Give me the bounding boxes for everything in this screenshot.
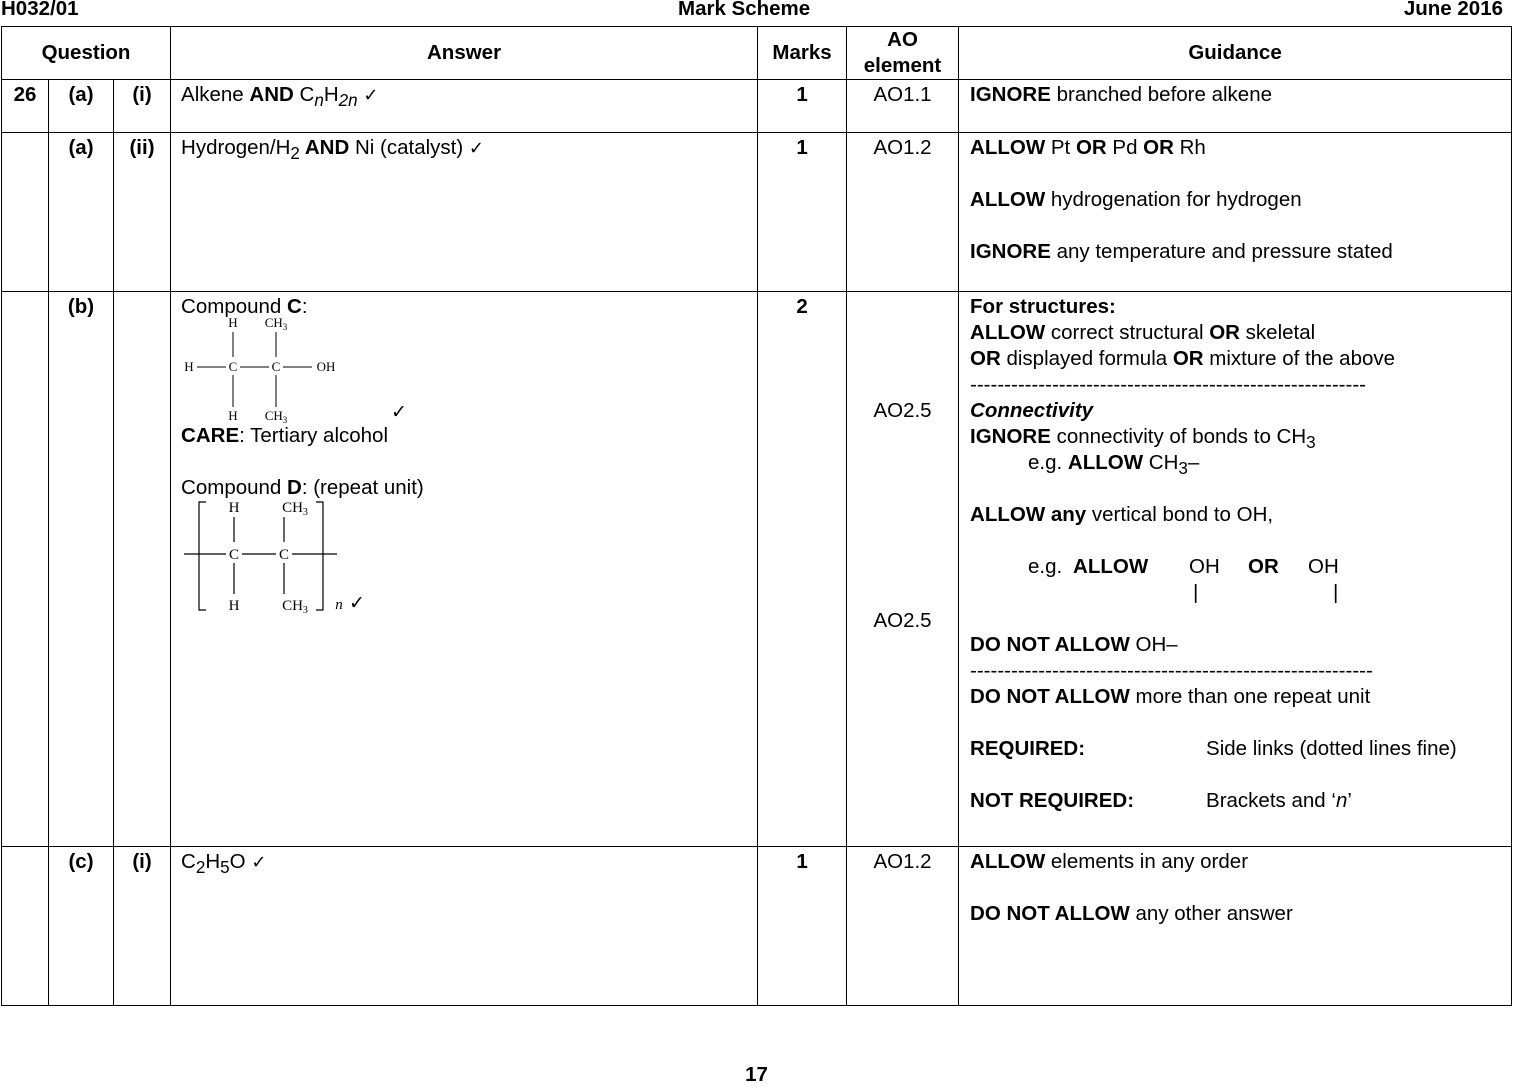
guidance-line <box>970 424 1501 453</box>
question-subpart: (ii) <box>114 133 171 292</box>
check-mark-icon: ✓ <box>251 852 267 873</box>
guidance-keyword: OR <box>1209 321 1240 344</box>
atom-label: H <box>228 598 240 614</box>
guidance-keyword: DO NOT ALLOW <box>970 633 1130 656</box>
guidance-keyword: REQUIRED: <box>970 737 1086 760</box>
guidance-text: e.g. <box>1028 451 1068 474</box>
compound-d-repeat-unit <box>181 497 401 615</box>
guidance-keyword: DO NOT ALLOW <box>970 902 1130 925</box>
answer-keyword: D <box>287 476 302 499</box>
bond-bar: | <box>1193 581 1199 604</box>
answer-text: O <box>229 850 252 873</box>
answer-text: Compound <box>181 476 288 499</box>
check-mark-icon: ✓ <box>363 85 379 106</box>
guidance-keyword: OR <box>970 347 1001 370</box>
answer-text: C <box>293 83 315 106</box>
marks-header: Marks <box>758 27 847 80</box>
answer-cell <box>171 133 758 292</box>
guidance-line <box>970 187 1501 213</box>
repeat-subscript: n <box>335 597 343 613</box>
answer-cell <box>171 292 758 847</box>
guidance-cell <box>959 133 1512 292</box>
atom-label: $CH_3$ <box>264 408 288 425</box>
guidance-text: Brackets and ‘n’ <box>1206 789 1352 812</box>
guidance-text: correct structural <box>1045 321 1210 344</box>
answer-text: : Tertiary alcohol <box>239 424 389 447</box>
guidance-keyword: ALLOW <box>970 188 1046 211</box>
guidance-text: skeletal <box>1239 321 1316 344</box>
answer-subscript: 2 <box>290 144 300 164</box>
table-row <box>2 847 1512 1006</box>
guidance-text: displayed formula <box>1000 347 1173 370</box>
guidance-keyword: OR <box>1075 136 1107 159</box>
guidance-line <box>970 901 1501 927</box>
answer-text: Hydrogen/H <box>181 136 291 159</box>
empty-cell <box>2 292 49 847</box>
separator-line: ---------------------------------------------------------- <box>970 373 1366 396</box>
guidance-line <box>970 450 1501 479</box>
guidance-line <box>970 736 1501 762</box>
guidance-line <box>970 239 1501 265</box>
guidance-text: any other answer <box>1129 902 1293 925</box>
answer-text: : <box>301 295 308 318</box>
guidance-text: CH <box>1143 451 1179 474</box>
question-part: (a) <box>49 80 114 133</box>
ao-header-line2: element <box>863 54 942 77</box>
atom-label: C <box>271 359 281 374</box>
atom-label: H <box>228 408 238 423</box>
guidance-text: OH– <box>1129 633 1178 656</box>
guidance-line <box>970 632 1501 658</box>
document-date: June 2016 <box>1403 0 1503 20</box>
care-note <box>181 423 747 449</box>
atom-label: C <box>228 359 238 374</box>
guidance-keyword: OR <box>1143 136 1174 159</box>
guidance-keyword: NOT REQUIRED: <box>970 789 1135 812</box>
document-title: Mark Scheme <box>678 0 811 20</box>
question-header: Question <box>2 27 171 80</box>
guidance-text: branched before alkene <box>1050 83 1273 106</box>
question-part: (a) <box>49 133 114 292</box>
atom-label: H <box>228 316 238 330</box>
atom-label: OH <box>316 359 336 374</box>
guidance-keyword: OR <box>1172 347 1204 370</box>
guidance-text: Rh <box>1173 136 1206 159</box>
guidance-line <box>970 398 1501 424</box>
bond-bar: | <box>1333 581 1339 604</box>
question-number: 26 <box>2 80 49 133</box>
guidance-line <box>970 580 1501 606</box>
answer-cell <box>171 847 758 1006</box>
guidance-text: OH <box>1189 555 1220 578</box>
answer-text: : (repeat unit) <box>301 476 424 499</box>
answer-keyword: AND <box>299 136 350 159</box>
ao-element-value: AO2.5 <box>873 399 932 422</box>
guidance-keyword: IGNORE <box>970 83 1051 106</box>
ao-element-cell <box>847 292 959 847</box>
guidance-text: hydrogenation for hydrogen <box>1045 188 1302 211</box>
guidance-keyword: ALLOW <box>970 136 1046 159</box>
answer-text: H <box>323 83 339 106</box>
guidance-keyword: ALLOW <box>970 321 1046 344</box>
atom-label: $CH_3$ <box>282 500 308 518</box>
guidance-cell <box>959 80 1512 133</box>
ao-element-value: AO1.1 <box>847 80 959 133</box>
marks-value: 1 <box>758 847 847 1006</box>
table-row <box>2 292 1512 847</box>
answer-keyword: CARE <box>181 424 240 447</box>
guidance-text: e.g. <box>1028 555 1063 578</box>
guidance-keyword: ALLOW <box>1067 451 1144 474</box>
guidance-text: OH <box>1308 555 1339 578</box>
guidance-text: mixture of the above <box>1203 347 1396 370</box>
atom-label: C <box>229 547 240 563</box>
guidance-line <box>970 135 1501 161</box>
guidance-text: Pd <box>1106 136 1144 159</box>
guidance-line <box>970 294 1501 320</box>
guidance-keyword: ALLOW any <box>970 503 1087 526</box>
answer-subscript: n <box>314 91 324 111</box>
atom-label: C <box>279 547 290 563</box>
page-number: 17 <box>745 1063 768 1086</box>
answer-text: C <box>181 850 196 873</box>
guidance-keyword: IGNORE <box>970 240 1051 263</box>
ao-header-line1: AO <box>887 28 918 51</box>
question-subpart: (i) <box>114 80 171 133</box>
marks-value: 1 <box>758 133 847 292</box>
check-mark-icon: ✓ <box>349 593 365 614</box>
answer-cell <box>171 80 758 133</box>
marks-value: 2 <box>758 292 847 847</box>
table-row <box>2 80 1512 133</box>
question-part: (c) <box>49 847 114 1006</box>
guidance-text: vertical bond to OH, <box>1086 503 1274 526</box>
answer-subscript: 2 <box>195 858 206 878</box>
ao-element-value: AO2.5 <box>873 609 932 632</box>
guidance-keyword: IGNORE <box>970 425 1051 448</box>
answer-keyword: AND <box>249 83 294 106</box>
question-part: (b) <box>49 292 114 847</box>
ao-element-value: AO1.2 <box>847 847 959 1006</box>
question-subpart: (i) <box>114 847 171 1006</box>
guidance-line <box>970 849 1501 875</box>
atom-label: $CH_3$ <box>282 598 308 615</box>
atom-label: $CH_3$ <box>264 316 288 332</box>
guidance-subscript: 3 <box>1178 459 1188 479</box>
guidance-keyword: For structures: <box>970 295 1116 318</box>
atom-label: H <box>184 359 194 374</box>
check-mark-icon: ✓ <box>468 138 484 159</box>
guidance-keyword: Connectivity <box>970 399 1094 422</box>
answer-header: Answer <box>171 27 758 80</box>
guidance-header: Guidance <box>959 27 1512 80</box>
guidance-text: any temperature and pressure stated <box>1050 240 1393 263</box>
answer-text: H <box>205 850 221 873</box>
answer-text: Alkene <box>181 83 250 106</box>
guidance-keyword: OR <box>1248 555 1279 578</box>
compound-c-structure <box>181 316 421 426</box>
empty-cell <box>2 847 49 1006</box>
ao-header <box>847 27 959 80</box>
guidance-text: connectivity of bonds to CH <box>1050 425 1307 448</box>
answer-text: Compound <box>181 295 288 318</box>
guidance-line <box>970 684 1501 710</box>
table-header-row <box>2 27 1512 80</box>
guidance-cell <box>959 847 1512 1006</box>
guidance-keyword: ALLOW <box>1073 555 1149 578</box>
empty-cell <box>2 133 49 292</box>
separator-line: ----------------------------------------------------------- <box>970 659 1373 682</box>
compound-d-label <box>181 475 747 501</box>
guidance-line <box>970 502 1501 528</box>
answer-text: Ni (catalyst) <box>349 136 469 159</box>
guidance-text: more than one repeat unit <box>1129 685 1371 708</box>
guidance-cell <box>959 292 1512 847</box>
answer-keyword: C <box>287 295 302 318</box>
guidance-line <box>970 346 1501 372</box>
guidance-keyword: DO NOT ALLOW <box>970 685 1130 708</box>
right-bracket <box>316 502 323 610</box>
guidance-text: Pt <box>1045 136 1076 159</box>
guidance-subscript: 3 <box>1306 433 1316 453</box>
guidance-text: – <box>1187 451 1200 474</box>
marks-value: 1 <box>758 80 847 133</box>
guidance-text: Side links (dotted lines fine) <box>1206 737 1457 760</box>
guidance-line <box>970 788 1501 814</box>
guidance-text: elements in any order <box>1045 850 1249 873</box>
ao-element-value: AO1.2 <box>847 133 959 292</box>
document-code: H032/01 <box>1 0 79 20</box>
answer-subscript: 5 <box>220 858 230 878</box>
empty-cell <box>114 292 171 847</box>
guidance-keyword: ALLOW <box>970 850 1046 873</box>
table-row <box>2 133 1512 292</box>
guidance-line <box>970 554 1501 580</box>
answer-subscript: 2n <box>338 91 358 111</box>
mark-scheme-table <box>1 26 1512 1006</box>
guidance-line <box>970 320 1501 346</box>
check-mark-icon: ✓ <box>391 402 407 423</box>
atom-label: H <box>228 500 240 516</box>
left-bracket <box>199 502 206 610</box>
